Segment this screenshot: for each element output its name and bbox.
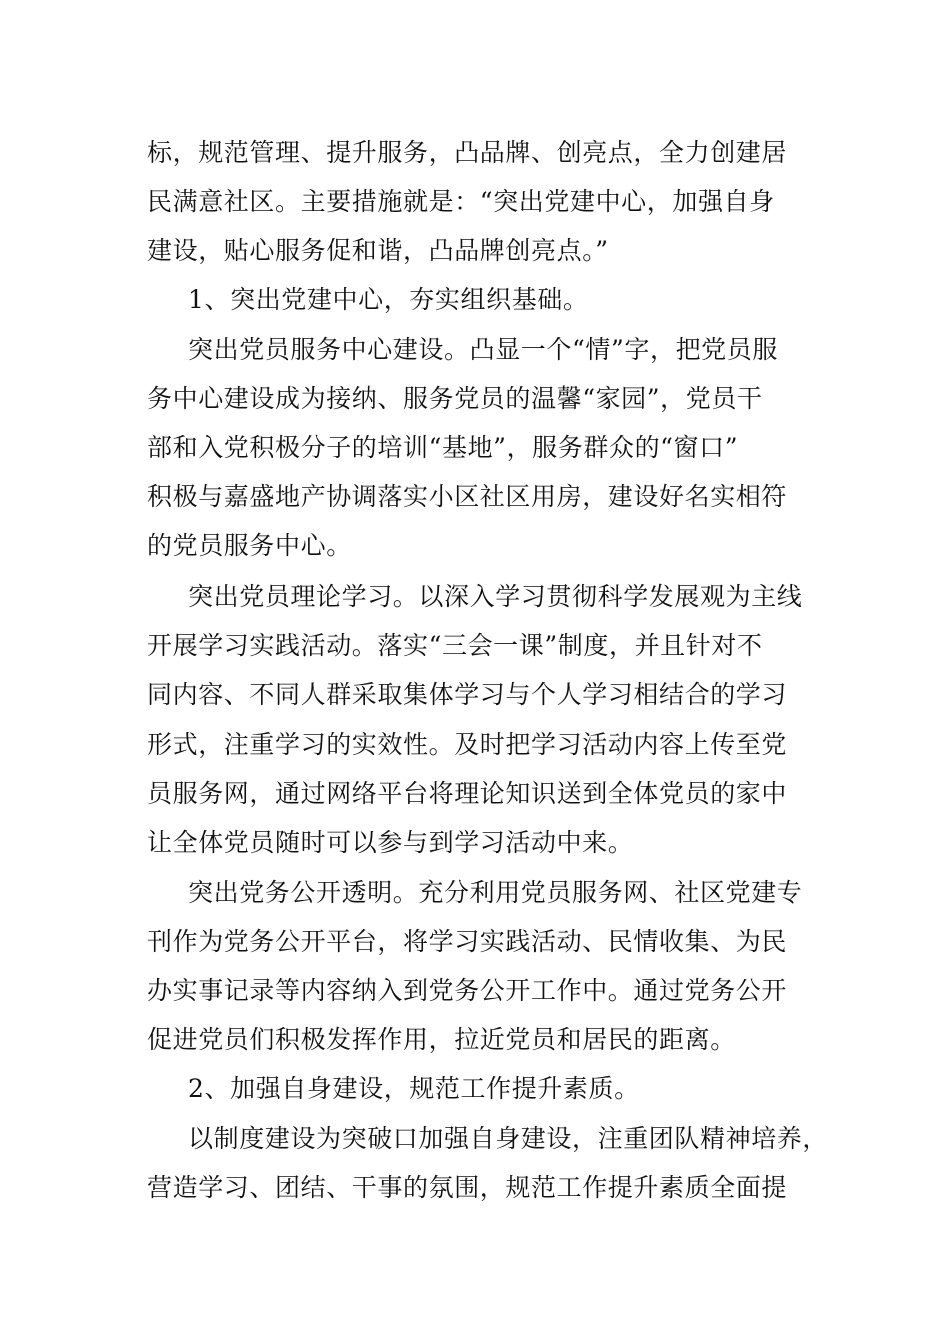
text-line: 部和入党积极分子的培训“基地”，服务群众的“窗口” xyxy=(147,433,739,462)
section-heading: 1、突出党建中心，夯实组织基础。 xyxy=(188,285,589,314)
text-line: 务中心建设成为接纳、服务党员的温馨“家园”，党员干 xyxy=(147,384,763,413)
text-line: 突出党员理论学习。以深入学习贯彻科学发展观为主线 xyxy=(188,582,803,611)
text-line: 让全体党员随时可以参与到学习活动中来。 xyxy=(147,828,634,857)
text-line: 建设，贴心服务促和谐，凸品牌创亮点。” xyxy=(147,236,609,265)
text-line: 的党员服务中心。 xyxy=(147,531,352,560)
text-line: 形式，注重学习的实效性。及时把学习活动内容上传至党 xyxy=(147,730,788,759)
text-line: 突出党员服务中心建设。凸显一个“情”字，把党员服 xyxy=(188,335,778,364)
text-line: 促进党员们积极发挥作用，拉近党员和居民的距离。 xyxy=(147,1025,736,1054)
text-line: 标，规范管理、提升服务，凸品牌、创亮点，全力创建居 xyxy=(147,138,788,167)
text-line: 员服务网，通过网络平台将理论知识送到全体党员的家中 xyxy=(147,779,788,808)
text-line: 开展学习实践活动。落实“三会一课”制度，并且针对不 xyxy=(147,631,763,660)
text-line: 积极与嘉盛地产协调落实小区社区用房，建设好名实相符 xyxy=(147,482,788,511)
section-heading: 2、加强自身建设，规范工作提升素质。 xyxy=(188,1074,640,1103)
text-line: 营造学习、团结、干事的氛围，规范工作提升素质全面提 xyxy=(147,1173,788,1202)
text-line: 同内容、不同人群采取集体学习与个人学习相结合的学习 xyxy=(147,680,788,709)
text-line: 民满意社区。主要措施就是：“突出党建中心，加强自身 xyxy=(147,187,775,216)
text-line: 刊作为党务公开平台，将学习实践活动、民情收集、为民 xyxy=(147,927,788,956)
text-line: 突出党务公开透明。充分利用党员服务网、社区党建专 xyxy=(188,878,803,907)
text-line: 办实事记录等内容纳入到党务公开工作中。通过党务公开 xyxy=(147,976,788,1005)
text-line: 以制度建设为突破口加强自身建设，注重团队精神培养， xyxy=(188,1124,829,1153)
